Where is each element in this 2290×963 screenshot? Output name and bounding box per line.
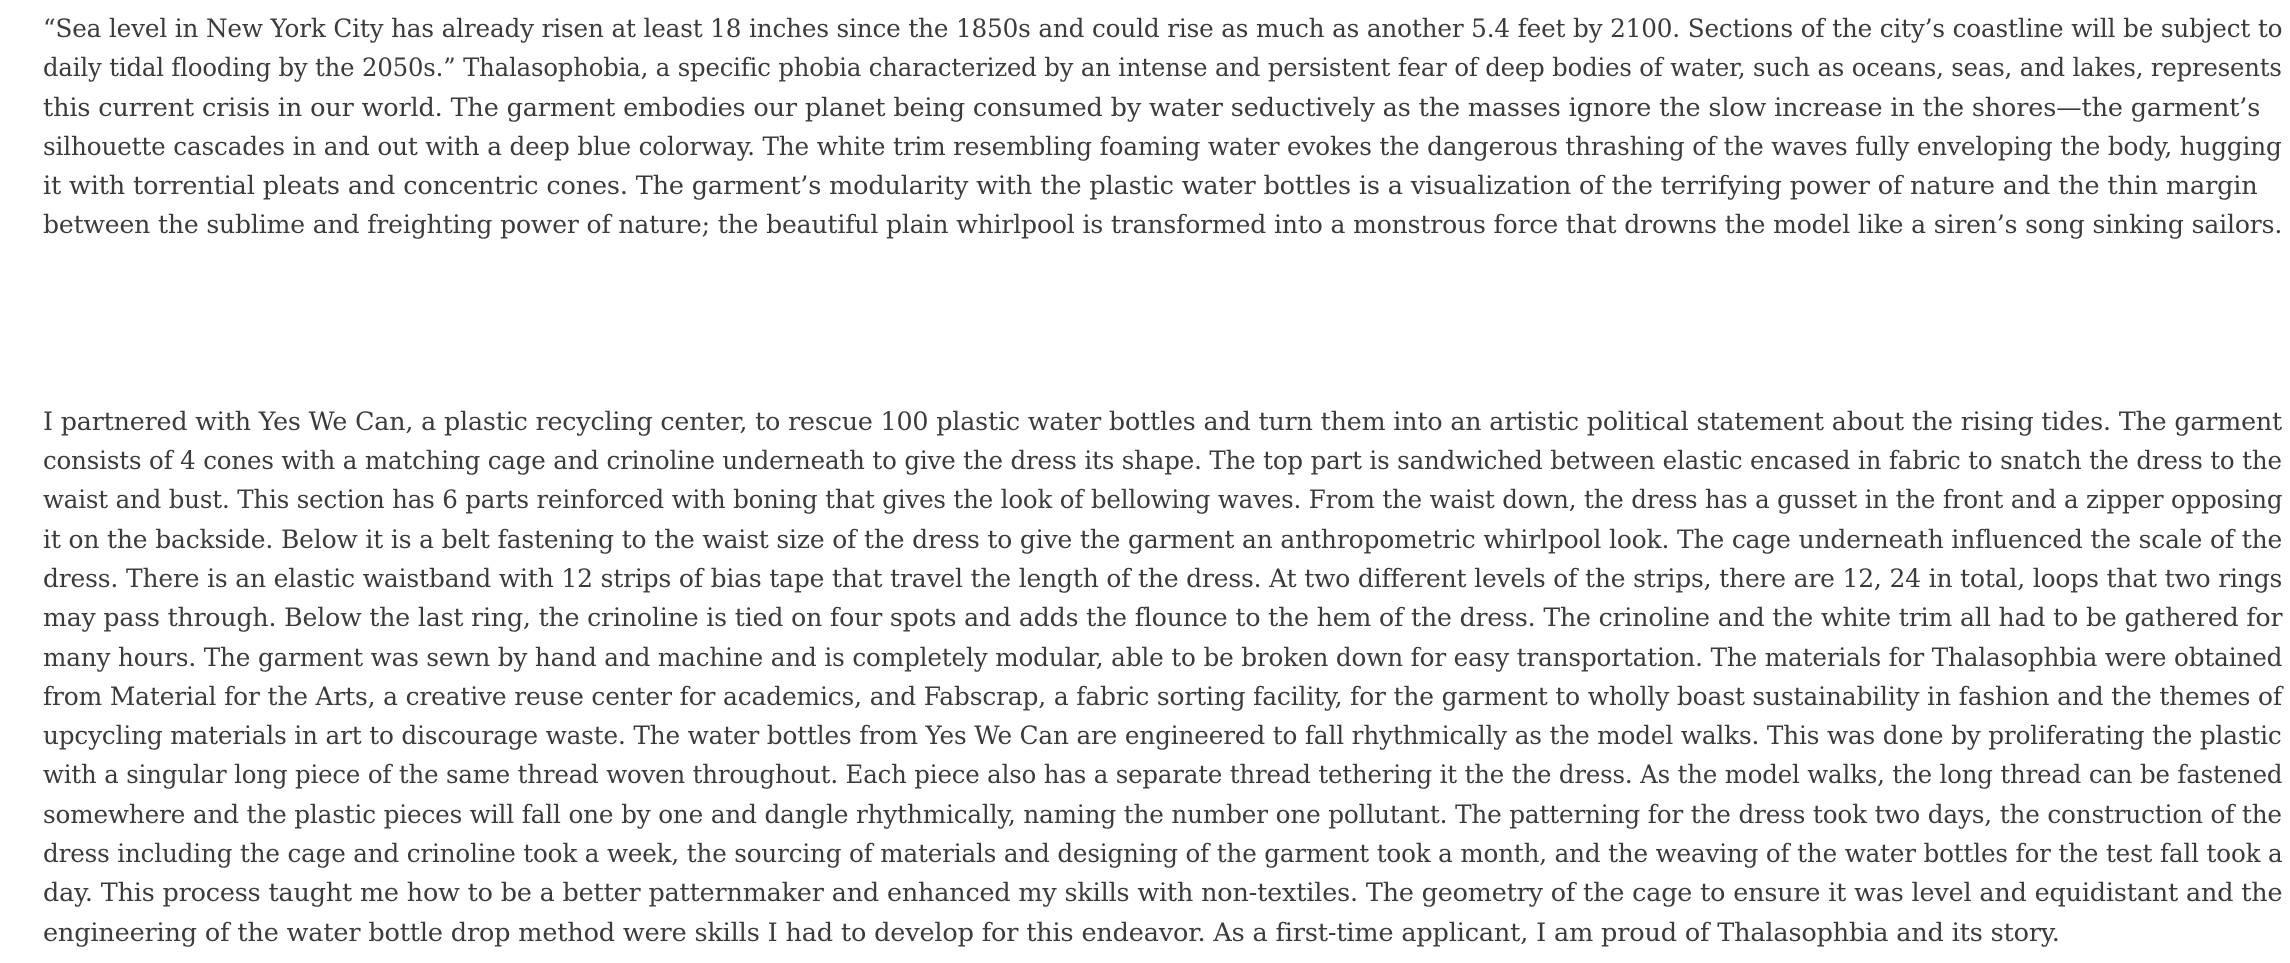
text-line: waist and bust. This section has 6 parts reinforced with boning that gives the look of bellowing waves. From the waist down, the dress has a gusset in the front and a zipper opposing bbox=[43, 485, 2283, 516]
text-line: daily tidal flooding by the 2050s.” Thalasophobia, a specific phobia characterized by an intense and persistent fear of deep bodies of water, such as oceans, seas, and lakes, represents bbox=[43, 53, 2282, 84]
text-line: many hours. The garment was sewn by hand and machine and is completely modular, able to be broken down for easy transportation. The materials for Thalasophbia were obtained bbox=[43, 642, 2283, 673]
text-line: between the sublime and freighting power of nature; the beautiful plain whirlpool is transformed into a monstrous force that drowns the model like a siren’s song sinking sailors. bbox=[43, 210, 2283, 241]
text-line: this current crisis in our world. The garment embodies our planet being consumed by water seductively as the masses ignore the slow increase in the shores—the garment’s bbox=[43, 92, 2261, 123]
text-line: “Sea level in New York City has already risen at least 18 inches since the 1850s and could rise as much as another 5.4 feet by 2100. Sections of the city’s coastline will be subject to bbox=[43, 14, 2283, 44]
text-line: from Material for the Arts, a creative reuse center for academics, and Fabscrap, a fabric sorting facility, for the garment to wholly boast sustainability in fashion and the themes of bbox=[43, 681, 2282, 712]
text-line: dress. There is an elastic waistband with 12 strips of bias tape that travel the length of the dress. At two different levels of the strips, there are 12, 24 in total, loops that two rings bbox=[43, 563, 2283, 594]
text-line: somewhere and the plastic pieces will fall one by one and dangle rhythmically, naming the number one pollutant. The patterning for the dress took two days, the construction of the bbox=[43, 799, 2282, 830]
text-line: consists of 4 cones with a matching cage and crinoline underneath to give the dress its shape. The top part is sandwiched between elastic encased in fabric to snatch the dress to the bbox=[43, 446, 2282, 477]
text-line: I partnered with Yes We Can, a plastic recycling center, to rescue 100 plastic water bottles and turn them into an artistic political statement about the rising tides. The garment bbox=[43, 406, 2283, 437]
text-line: upcycling materials in art to discourage waste. The water bottles from Yes We Can are engineered to fall rhythmically as the model walks. This was done by proliferating the plastic bbox=[43, 721, 2282, 752]
text-line: dress including the cage and crinoline took a week, the sourcing of materials and designing of the garment took a month, and the weaving of the water bottles for the test fall took a bbox=[43, 839, 2283, 870]
text-line: may pass through. Below the last ring, the crinoline is tied on four spots and adds the flounce to the hem of the dress. The crinoline and the white trim all had to be gathered for bbox=[43, 603, 2283, 634]
paragraph-intro bbox=[43, 10, 2283, 246]
paragraph-process bbox=[43, 403, 2283, 953]
text-line: with a singular long piece of the same thread woven throughout. Each piece also has a separate thread tethering it the the dress. As the model walks, the long thread can be fastened bbox=[43, 760, 2283, 791]
text-line: it on the backside. Below it is a belt fastening to the waist size of the dress to give the garment an anthropometric whirlpool look. The cage underneath influenced the scale of the bbox=[43, 524, 2283, 555]
text-line: engineering of the water bottle drop method were skills I had to develop for this endeavor. As a first-time applicant, I am proud of Thalasophbia and its story. bbox=[43, 917, 2060, 948]
article-body bbox=[43, 10, 2283, 953]
text-line: it with torrential pleats and concentric cones. The garment’s modularity with the plastic water bottles is a visualization of the terrifying power of nature and the thin margin bbox=[43, 171, 2258, 202]
text-line: silhouette cascades in and out with a deep blue colorway. The white trim resembling foaming water evokes the dangerous thrashing of the waves fully enveloping the body, hugging bbox=[43, 131, 2282, 162]
text-line: day. This process taught me how to be a better patternmaker and enhanced my skills with non-textiles. The geometry of the cage to ensure it was level and equidistant and the bbox=[43, 878, 2283, 909]
